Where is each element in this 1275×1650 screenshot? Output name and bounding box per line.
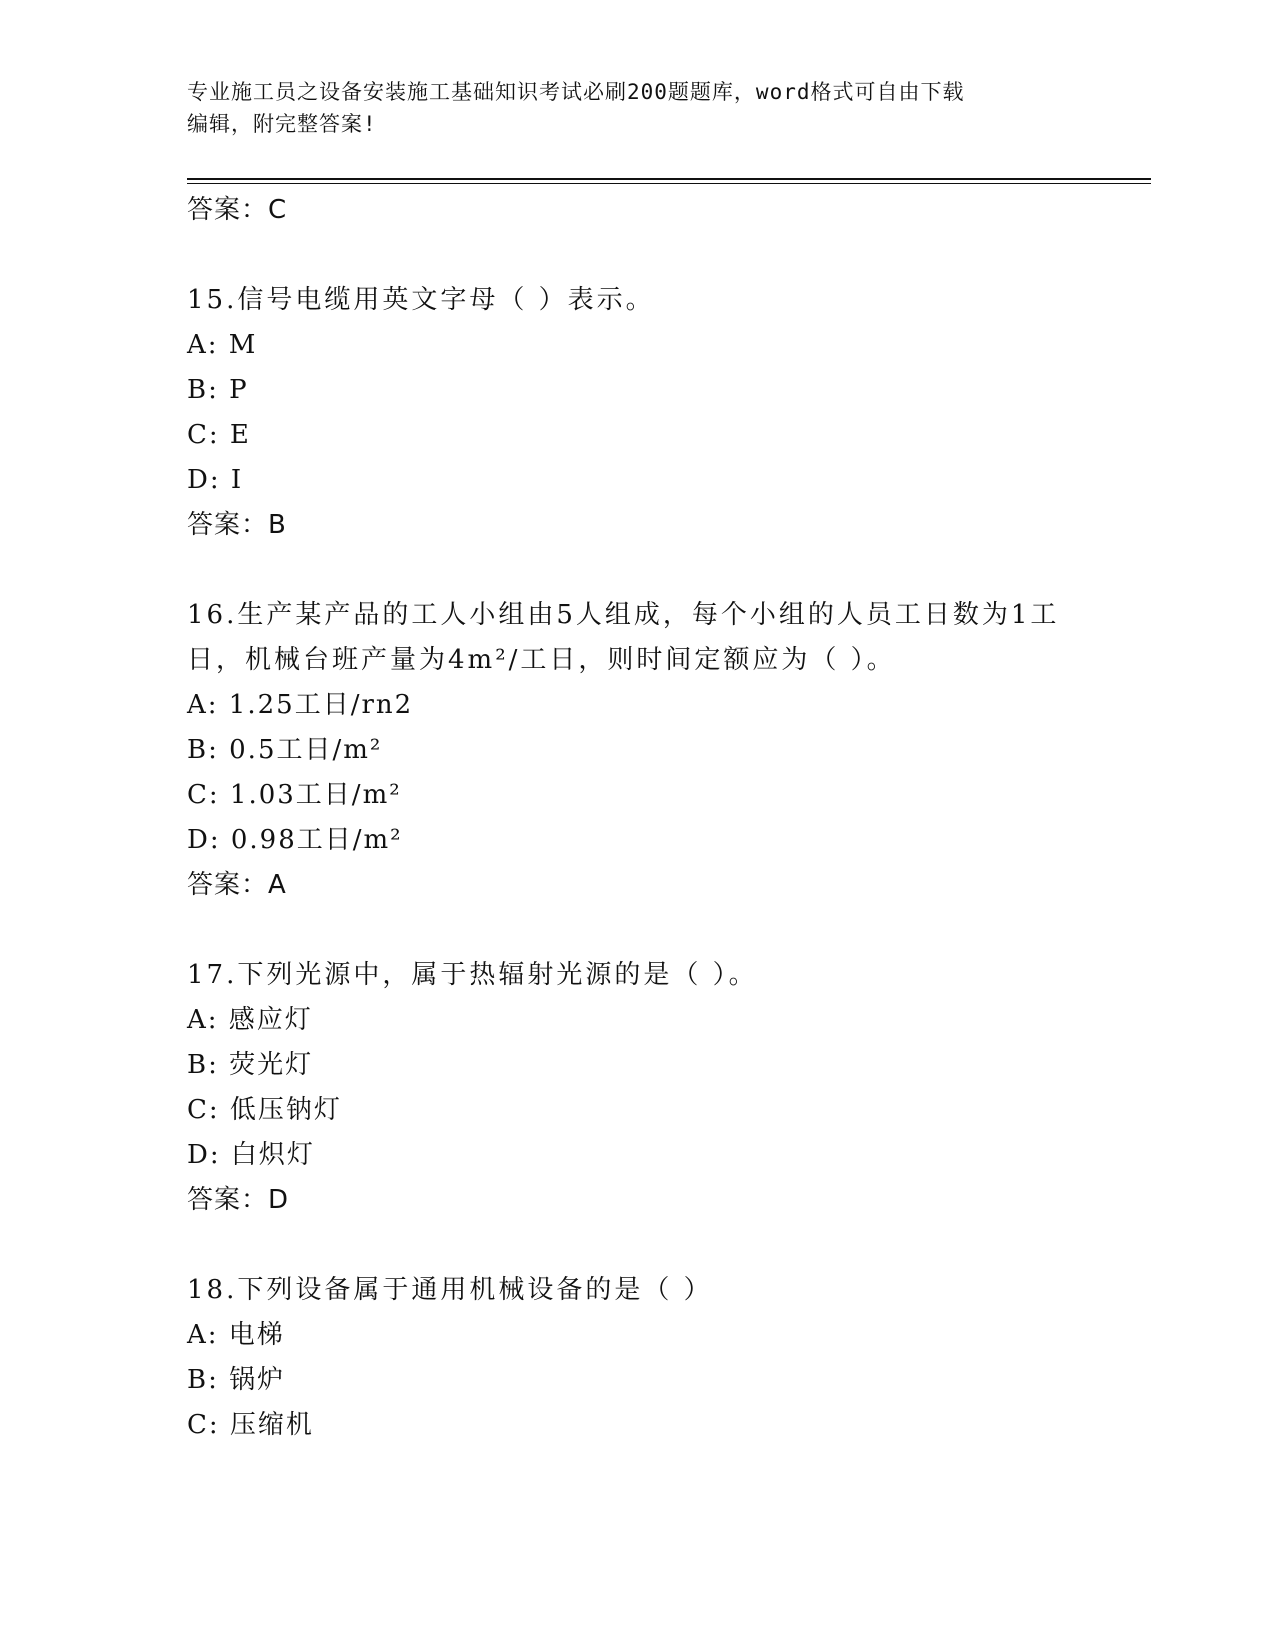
question-stem: 15.信号电缆用英文字母（ ）表示。 xyxy=(187,285,655,315)
option-a: A: 感应灯 xyxy=(187,1005,313,1035)
header-line-2: 编辑，附完整答案! xyxy=(187,112,377,136)
question-item xyxy=(187,1268,1087,1448)
question-list xyxy=(187,188,1087,1448)
question-item xyxy=(187,593,1087,908)
option-b: B: 锅炉 xyxy=(187,1365,286,1395)
option-a: A: 1.25工日/rn2 xyxy=(187,690,414,720)
option-d: D: 0.98工日/m² xyxy=(187,825,403,855)
answer-label: 答案：A xyxy=(187,870,287,900)
header-line-1: 专业施工员之设备安装施工基础知识考试必刷200题题库，word格式可自由下载 xyxy=(187,80,965,104)
header-rule xyxy=(187,178,1151,180)
answer-label: 答案：D xyxy=(187,1185,290,1215)
option-d: D: 白炽灯 xyxy=(187,1140,315,1170)
answer-label: 答案：B xyxy=(187,510,287,540)
answer-label: 答案：C xyxy=(187,195,288,225)
question-stem: 18.下列设备属于通用机械设备的是（ ） xyxy=(187,1275,713,1305)
option-a: A: M xyxy=(187,330,258,360)
option-b: B: 0.5工日/m² xyxy=(187,735,383,765)
option-c: C: 1.03工日/m² xyxy=(187,780,402,810)
option-a: A: 电梯 xyxy=(187,1320,285,1350)
header-rule-thin xyxy=(187,183,1151,184)
option-c: C: 压缩机 xyxy=(187,1410,314,1440)
option-c: C: E xyxy=(187,420,251,450)
question-stem: 16.生产某产品的工人小组由5人组成，每个小组的人员工日数为1工 xyxy=(187,600,1060,630)
question-stem-cont: 日，机械台班产量为4m²/工日，则时间定额应为（ ）。 xyxy=(187,645,896,675)
question-item xyxy=(187,278,1087,548)
page-header xyxy=(187,76,1087,140)
option-d: D: I xyxy=(187,465,244,495)
option-b: B: P xyxy=(187,375,249,405)
question-item xyxy=(187,953,1087,1223)
option-b: B: 荧光灯 xyxy=(187,1050,314,1080)
question-stem: 17.下列光源中，属于热辐射光源的是（ ）。 xyxy=(187,960,758,990)
option-c: C: 低压钠灯 xyxy=(187,1095,342,1125)
